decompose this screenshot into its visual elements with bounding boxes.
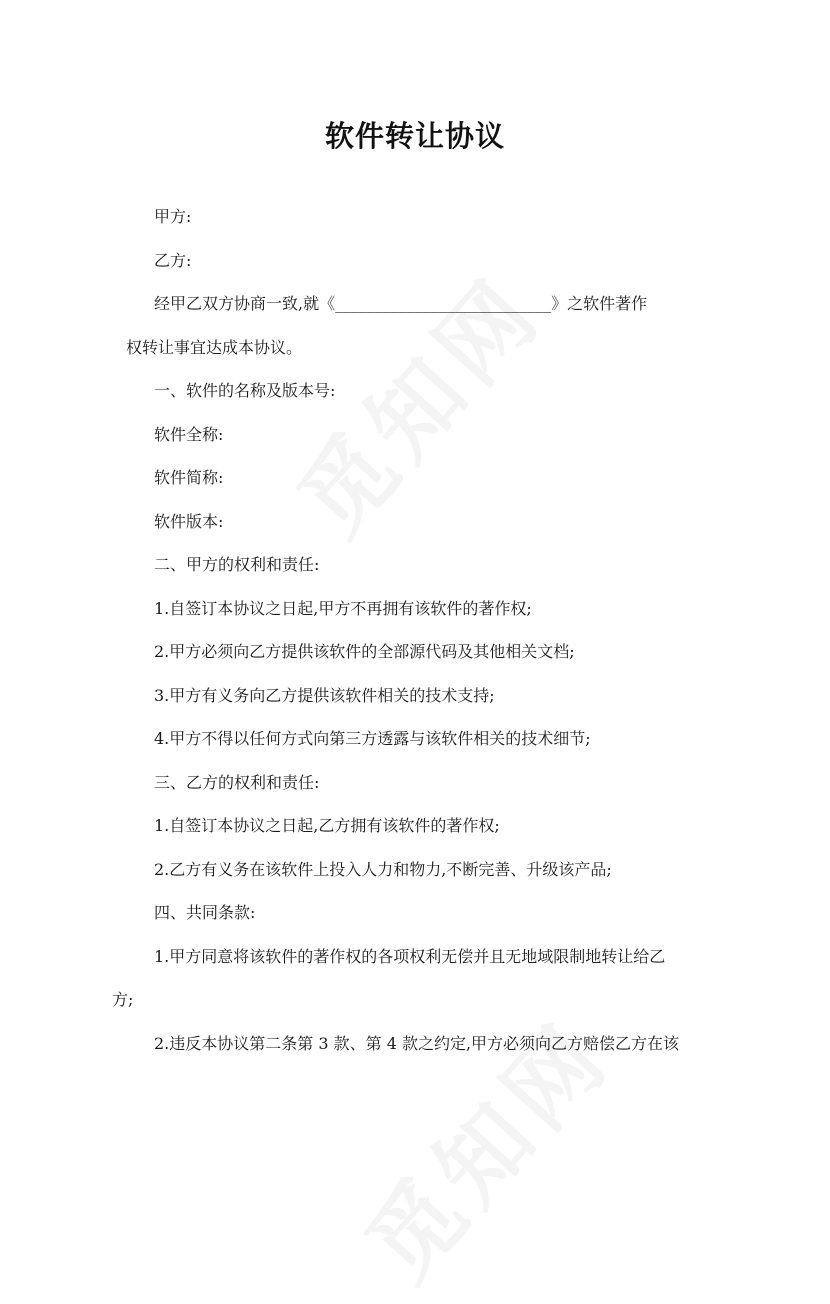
field-short-name: 软件简称: bbox=[154, 468, 224, 487]
clause-a2: 2.甲方必须向乙方提供该软件的全部源代码及其他相关文档; bbox=[154, 642, 575, 661]
document-title: 软件转让协议 bbox=[324, 119, 505, 153]
clause-a3: 3.甲方有义务向乙方提供该软件相关的技术支持; bbox=[154, 685, 495, 705]
clause-a4: 4.甲方不得以任何方式向第三方透露与该软件相关的技术细节; bbox=[154, 729, 591, 748]
clause-c1-continued: 方; bbox=[112, 990, 134, 1009]
field-full-name: 软件全称: bbox=[154, 424, 224, 444]
intro-paragraph: 经甲乙双方协商一致,就《___________________________》之软件著作 bbox=[154, 294, 648, 313]
section-heading-1: 一、软件的名称及版本号: bbox=[154, 381, 336, 400]
document-body bbox=[112, 195, 716, 1065]
clause-a1: 1.自签订本协议之日起,甲方不再拥有该软件的著作权; bbox=[154, 598, 532, 618]
section-heading-3: 三、乙方的权利和责任: bbox=[154, 772, 320, 792]
field-version: 软件版本: bbox=[154, 511, 224, 531]
clause-b1: 1.自签订本协议之日起,乙方拥有该软件的著作权; bbox=[154, 816, 500, 835]
clause-c1: 1.甲方同意将该软件的著作权的各项权利无偿并且无地域限制地转让给乙 bbox=[154, 946, 666, 966]
party-a-line: 甲方: bbox=[154, 207, 192, 226]
party-b-line: 乙方: bbox=[154, 250, 192, 270]
section-heading-2: 二、甲方的权利和责任: bbox=[154, 555, 320, 574]
intro-paragraph-continued: 权转让事宜达成本协议。 bbox=[126, 337, 303, 357]
clause-b2: 2.乙方有义务在该软件上投入人力和物力,不断完善、升级该产品; bbox=[154, 859, 612, 879]
section-heading-4: 四、共同条款: bbox=[154, 903, 256, 922]
clause-c2: 2.违反本协议第二条第 3 款、第 4 款之约定,甲方必须向乙方赔偿乙方在该 bbox=[154, 1033, 680, 1053]
